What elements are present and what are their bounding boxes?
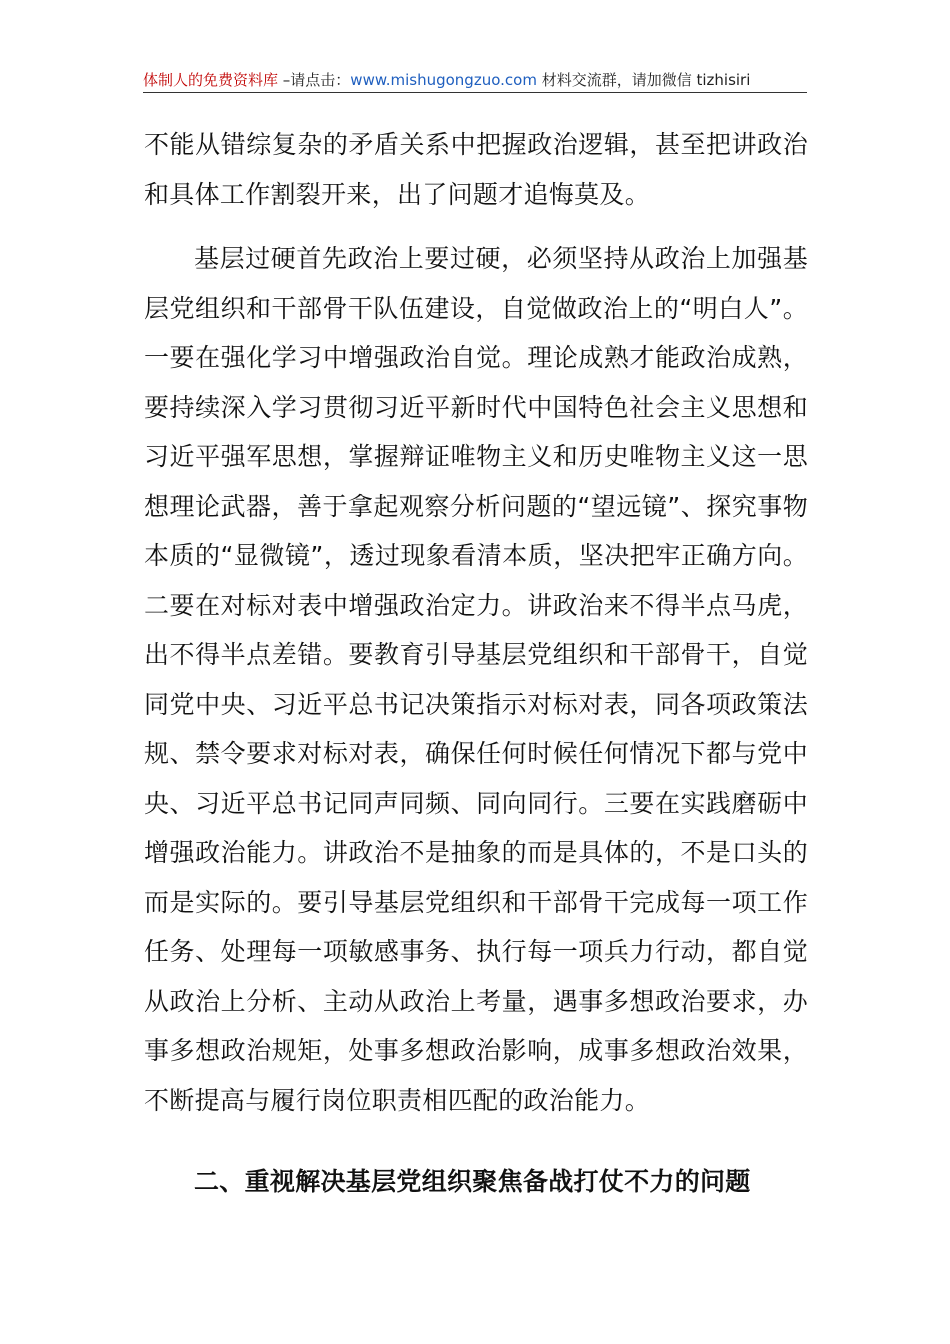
document-body bbox=[144, 120, 808, 1207]
header-prompt: –请点击： bbox=[278, 71, 351, 89]
section-heading: 二、重视解决基层党组织聚焦备战打仗不力的问题 bbox=[194, 1167, 751, 1196]
contact-info: 材料交流群，请加微信 tizhisiri bbox=[536, 71, 751, 89]
website-link[interactable]: www.mishugongzuo.com bbox=[350, 71, 537, 89]
paragraph-political-strength: 基层过硬首先政治上要过硬，必须坚持从政治上加强基层党组织和干部骨干队伍建设，自觉做政治上的“明白人”。一要在强化学习中增强政治自觉。理论成熟才能政治成熟，要持续深入学习贯彻习近平新时代中国特色社会主义思想和习近平强军思想，掌握辩证唯物主义和历史唯物主义这一思想理论武器，善于拿起观察分析问题的“望远镜”、探究事物本质的“显微镜”，透过现象看清本质，坚决把牢正确方向。二要在对标对表中增强政治定力。讲政治来不得半点马虎，出不得半点差错。要教育引导基层党组织和干部骨干，自觉同党中央、习近平总书记决策指示对标对表，同各项政策法规、禁令要求对标对表，确保任何时候任何情况下都与党中央、习近平总书记同声同频、同向同行。三要在实践磨砺中增强政治能力。讲政治不是抽象的而是具体的，不是口头的而是实际的。要引导基层党组织和干部骨干完成每一项工作任务、处理每一项敏感事务、执行每一项兵力行动，都自觉从政治上分析、主动从政治上考量，遇事多想政治要求，办事多想政治规矩，处事多想政治影响，成事多想政治效果，不断提高与履行岗位职责相匹配的政治能力。 bbox=[144, 244, 808, 1115]
paragraph-continuation: 不能从错综复杂的矛盾关系中把握政治逻辑，甚至把讲政治和具体工作割裂开来，出了问题才追悔莫及。 bbox=[144, 130, 808, 209]
site-name: 体制人的免费资料库 bbox=[143, 71, 279, 89]
page-header bbox=[143, 70, 807, 93]
